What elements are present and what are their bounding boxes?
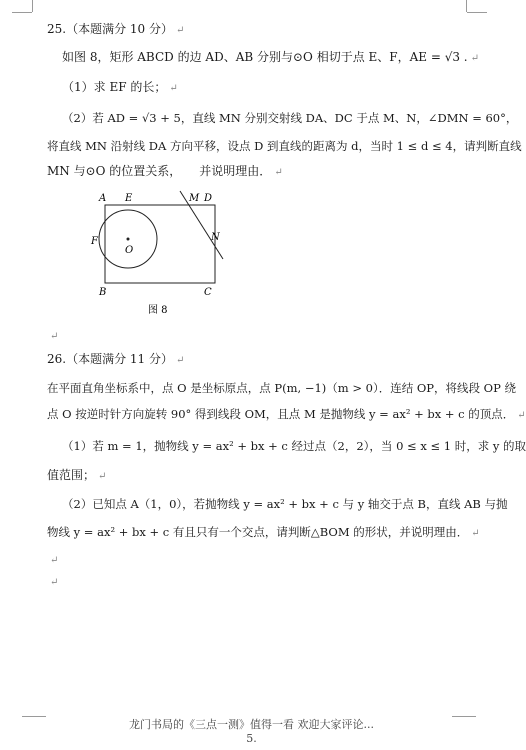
crop-mark-top-right-v: [466, 0, 467, 12]
label-n: N: [211, 232, 220, 243]
label-f: F: [91, 236, 98, 247]
label-a: A: [99, 193, 107, 204]
q26-part2-line2: 物线 y = ax² + bx + c 有且只有一个交点，请判断△BOM 的形状，并说明理由． ↵: [47, 525, 480, 539]
label-d: D: [204, 193, 213, 204]
crop-mark-top-left-h: [12, 12, 32, 13]
q26-intro-line1: 在平面直角坐标系中，点 O 是坐标原点，点 P(m, −1)（m > 0）．连结 OP，将线段 OP 绕: [47, 381, 516, 395]
figure-8: [85, 185, 235, 325]
label-c: C: [204, 287, 212, 298]
crop-mark-top-right-h: [467, 12, 487, 13]
footer-text: 龙门书局的《三点一测》值得一看 欢迎大家评论...: [129, 718, 374, 731]
q26-part1-line2: 值范围； ↵: [47, 468, 107, 482]
q26-intro-line2: 点 O 按逆时针方向旋转 90° 得到线段 OM，且点 M 是抛物线 y = ax² + bx + c 的顶点． ↵: [47, 407, 526, 421]
page-number: 5.: [246, 732, 257, 745]
q26-header: 26.（本题满分 11 分） ↵: [47, 352, 185, 366]
q25-part2-line1: （2）若 AD = √3 + 5，直线 MN 分别交射线 DA、DC 于点 M、N，∠DMN = 60°，: [62, 111, 518, 125]
label-b: B: [99, 287, 107, 298]
rectangle-abcd: [105, 205, 215, 283]
line-mn: [180, 191, 223, 259]
blank-return-3: ↵: [50, 577, 59, 588]
blank-return-1: ↵: [50, 331, 59, 342]
q25-intro: 如图 8，矩形 ABCD 的边 AD、AB 分别与⊙O 相切于点 E、F，AE = √3 . ↵: [62, 50, 480, 64]
blank-return-2: ↵: [50, 555, 59, 566]
q25-part1: （1）求 EF 的长； ↵: [62, 80, 178, 94]
center-point-o: [127, 238, 130, 241]
label-o: O: [125, 245, 134, 256]
q25-header: 25.（本题满分 10 分） ↵: [47, 22, 185, 36]
q25-part2-line3: MN 与⊙O 的位置关系， 并说明理由． ↵: [47, 164, 283, 178]
label-m: M: [189, 193, 200, 204]
label-e: E: [125, 193, 133, 204]
figure-caption: 图 8: [148, 305, 168, 316]
crop-mark-top-left-v: [32, 0, 33, 12]
q26-part2-line1: （2）已知点 A（1，0），若抛物线 y = ax² + bx + c 与 y 轴交于点 B，直线 AB 与抛: [62, 497, 508, 511]
q25-part2-line2: 将直线 MN 沿射线 DA 方向平移，设点 D 到直线的距离为 d，当时 1 ≤ d ≤ 4，请判断直线: [47, 139, 522, 153]
q26-part1-line1: （1）若 m = 1，抛物线 y = ax² + bx + c 经过点（2，2），当 0 ≤ x ≤ 1 时，求 y 的取: [62, 439, 526, 453]
